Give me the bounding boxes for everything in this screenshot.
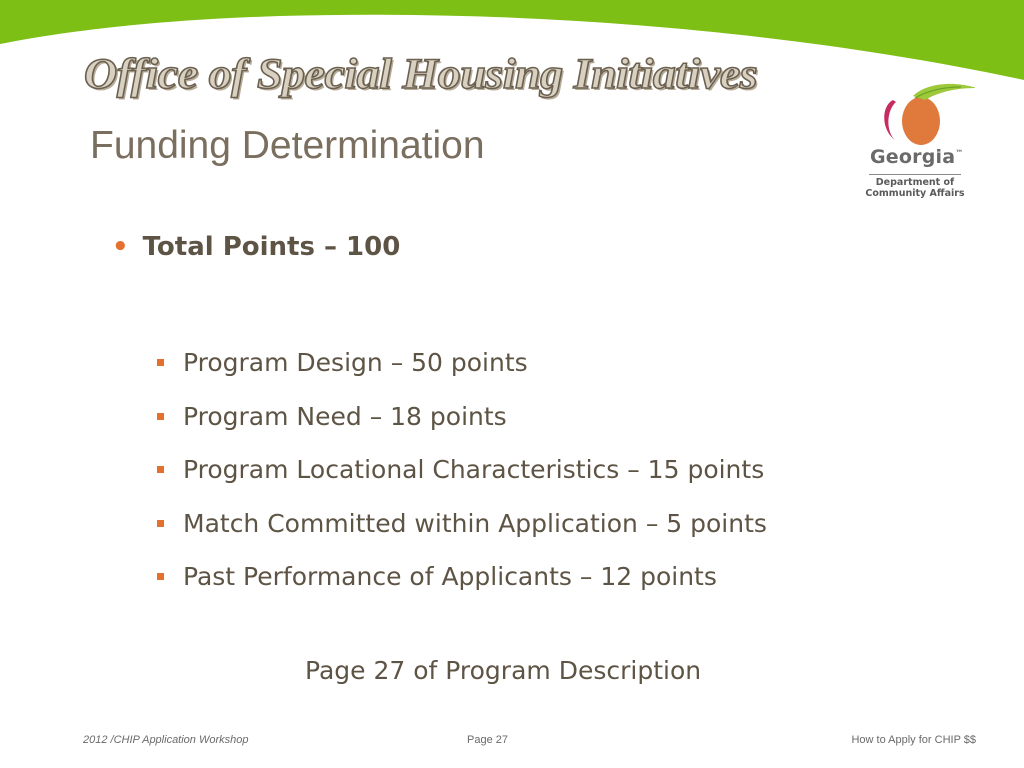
slide-title: Funding Determination [90,124,485,167]
footer-page-number: Page 27 [467,734,508,746]
main-bullet [112,232,400,262]
square-bullet-icon [157,359,164,366]
square-bullet-icon [157,466,164,473]
main-bullet-text: Total Points – 100 [142,232,401,262]
footer-workshop: 2012 /CHIP Application Workshop [83,734,249,746]
square-bullet-icon [157,520,164,527]
square-bullet-icon [157,413,164,420]
footer-topic: How to Apply for CHIP $$ [851,734,976,746]
logo-department: Department of Community Affairs [865,177,965,199]
round-bullet-icon: • [112,232,129,262]
reference-note: Page 27 of Program Description [305,656,702,685]
georgia-peach-icon [855,78,975,148]
list-item [155,390,767,444]
georgia-dca-logo [855,78,975,206]
logo-divider [869,174,961,175]
square-bullet-icon [157,573,164,580]
list-item-text: Match Committed within Application – 5 points [183,508,767,538]
list-item-text: Program Design – 50 points [183,348,528,378]
list-item-text: Program Locational Characteristics – 15 points [183,455,765,485]
list-item [155,550,767,604]
list-item-text: Past Performance of Applicants – 12 points [183,562,717,592]
sub-bullet-list [155,336,767,604]
logo-wordmark: Georgia™ [870,146,964,168]
office-title: Office of Special Housing Initiatives [84,48,758,98]
list-item-text: Program Need – 18 points [183,401,507,431]
list-item [155,497,767,551]
list-item [155,443,767,497]
list-item [155,336,767,390]
